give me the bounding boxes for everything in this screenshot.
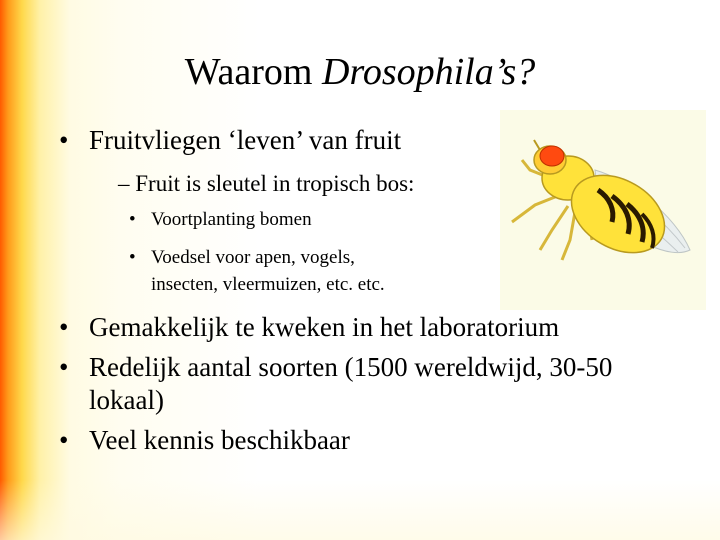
subitem-text-continued: insecten, vleermuizen, etc. etc.: [151, 274, 385, 295]
subitem-glyph: •: [129, 247, 136, 268]
fruit-fly-icon: [500, 110, 706, 310]
subitem-text: Voortplanting bomen: [151, 209, 312, 230]
bullet-text-continued: lokaal): [89, 385, 164, 415]
bullet-glyph: •: [59, 312, 69, 342]
bullet-gemakkelijk: [59, 311, 560, 343]
bullet-kennis: [59, 424, 350, 456]
bullet-text: Fruitvliegen ‘leven’ van fruit: [89, 125, 402, 155]
bullet-glyph: •: [59, 425, 69, 455]
subitem-text: Voedsel voor apen, vogels,: [151, 247, 355, 268]
slide-title: [0, 48, 720, 96]
subitem-voedsel-cont: [151, 272, 385, 297]
bullet-redelijk: [59, 351, 613, 383]
fruit-fly-illustration-icon: [500, 110, 706, 310]
title-plain: Waarom: [184, 51, 322, 93]
subbullet-text: – Fruit is sleutel in tropisch bos:: [118, 171, 415, 196]
bullet-glyph: •: [59, 352, 69, 382]
bullet-fruitvliegen: [59, 124, 402, 156]
bullet-text: Gemakkelijk te kweken in het laboratorium: [89, 312, 560, 342]
bullet-text: Veel kennis beschikbaar: [89, 425, 350, 455]
subbullet-fruit-sleutel: [118, 170, 414, 198]
title-italic: Drosophila’s?: [322, 51, 536, 93]
bullet-text: Redelijk aantal soorten (1500 wereldwijd, 30-50: [89, 352, 613, 382]
bullet-redelijk-cont: [89, 384, 164, 416]
subitem-glyph: •: [129, 209, 136, 230]
subitem-voortplanting: [129, 207, 312, 232]
subitem-voedsel: [129, 245, 355, 270]
bullet-glyph: •: [59, 125, 69, 155]
